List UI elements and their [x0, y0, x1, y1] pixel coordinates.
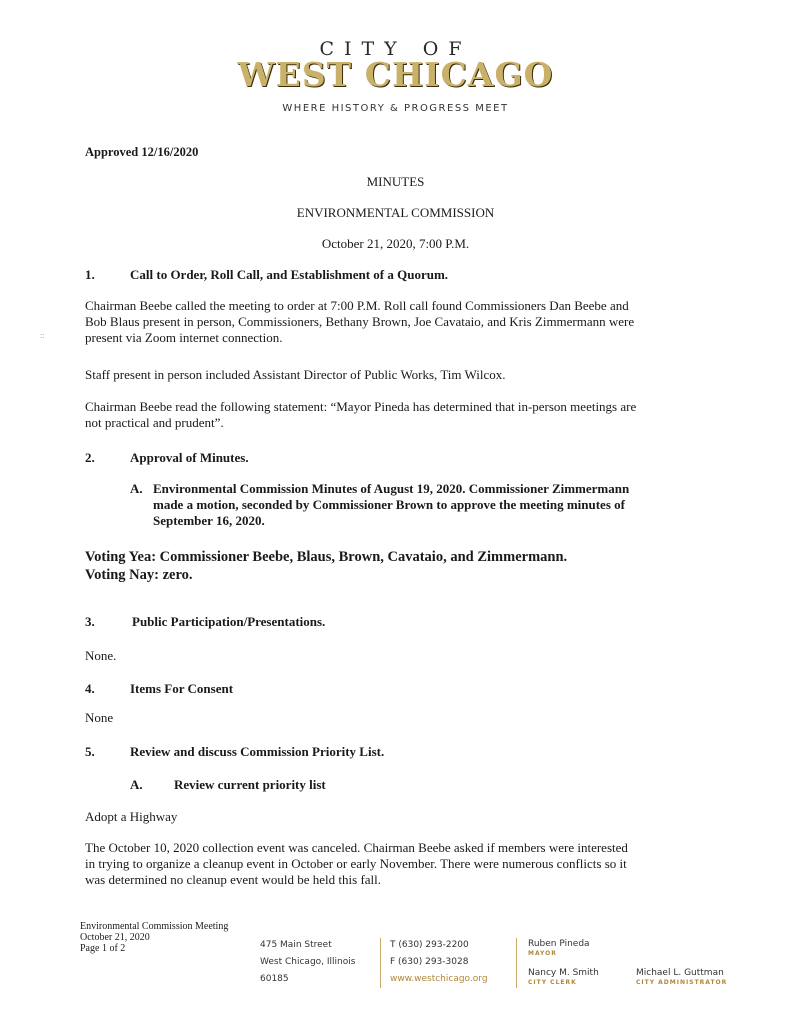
footer-clerk [528, 967, 599, 986]
voting-yea: Voting Yea: Commissioner Beebe, Blaus, Brown, Cavataio, and Zimmermann. [85, 549, 568, 565]
logo-tagline: WHERE HISTORY & PROGRESS MEET [282, 103, 509, 114]
text-line: Bob Blaus present in person, Commissioners, Bethany Brown, Joe Cavataio, and Kris Zimmermann were [85, 314, 635, 329]
section-5a-title: Review current priority list [174, 777, 326, 792]
section-2-title: Approval of Minutes. [130, 450, 249, 465]
website-link[interactable]: www.westchicago.org [390, 974, 488, 984]
footer-divider [380, 938, 381, 988]
footer-administrator [636, 967, 727, 986]
section-2a-label: A. [130, 481, 143, 496]
footer-contact [390, 937, 488, 988]
phone-number: T (630) 293-2200 [390, 940, 469, 950]
logo-city-of: CITY OF [319, 38, 472, 60]
section-5a-label: A. [130, 777, 143, 792]
clerk-name: Nancy M. Smith [528, 968, 599, 978]
footer-address [260, 937, 355, 988]
section-5-body [85, 840, 725, 888]
section-5-title: Review and discuss Commission Priority List. [130, 744, 385, 759]
doc-title-minutes: MINUTES [366, 174, 425, 189]
footer-meeting-info [80, 921, 228, 954]
footer-page-number: Page 1 of 2 [80, 943, 126, 954]
section-1-paragraph-2: Staff present in person included Assistant Director of Public Works, Tim Wilcox. [85, 367, 506, 382]
footer-meeting-date: October 21, 2020 [80, 932, 150, 943]
clerk-title: CITY CLERK [528, 979, 577, 986]
section-1-number: 1. [85, 267, 95, 282]
address-line: 60185 [260, 974, 289, 984]
logo-west-chicago: WEST CHICAGO [237, 55, 554, 94]
section-4-title: Items For Consent [130, 681, 234, 696]
administrator-title: CITY ADMINISTRATOR [636, 979, 728, 986]
section-5-subheading: Adopt a Highway [85, 809, 178, 824]
section-4-number: 4. [85, 681, 95, 696]
section-3-body: None. [85, 648, 117, 663]
section-3-number: 3. [85, 614, 95, 629]
address-line: 475 Main Street [260, 940, 332, 950]
mayor-title: MAYOR [528, 950, 557, 957]
mayor-name: Ruben Pineda [528, 939, 590, 949]
section-2-number: 2. [85, 450, 95, 465]
approved-date: Approved 12/16/2020 [85, 145, 199, 159]
text-line: made a motion, seconded by Commissioner Brown to approve the meeting minutes of [153, 497, 625, 512]
text-line: September 16, 2020. [153, 513, 265, 528]
voting-nay: Voting Nay: zero. [85, 567, 193, 583]
text-line: Environmental Commission Minutes of August 19, 2020. Commissioner Zimmermann [153, 481, 630, 496]
scan-mark: :: [40, 331, 45, 340]
section-4-body: None [85, 710, 114, 725]
text-line: present via Zoom internet connection. [85, 330, 283, 345]
administrator-name: Michael L. Guttman [636, 968, 724, 978]
section-2a-text [153, 481, 713, 529]
text-line: in trying to organize a cleanup event in October or early November. There were numerous conflicts so it [85, 856, 627, 871]
text-line: The October 10, 2020 collection event was canceled. Chairman Beebe asked if members were interested [85, 840, 628, 855]
fax-number: F (630) 293-3028 [390, 957, 469, 967]
text-line: Chairman Beebe read the following statement: “Mayor Pineda has determined that in-person meetings are [85, 399, 637, 414]
doc-title-commission: ENVIRONMENTAL COMMISSION [296, 205, 495, 220]
section-5-number: 5. [85, 744, 95, 759]
text-line: Chairman Beebe called the meeting to order at 7:00 P.M. Roll call found Commissioners Dan Beebe and [85, 298, 629, 313]
address-line: West Chicago, Illinois [260, 957, 356, 967]
section-3-title: Public Participation/Presentations. [132, 614, 326, 629]
section-1-paragraph-3 [85, 399, 705, 431]
footer-divider [516, 938, 517, 988]
section-1-paragraph-1 [85, 298, 705, 346]
footer-mayor [528, 938, 590, 957]
footer-meeting-name: Environmental Commission Meeting [80, 921, 229, 932]
doc-title-date: October 21, 2020, 7:00 P.M. [321, 236, 470, 251]
text-line: not practical and prudent”. [85, 415, 224, 430]
text-line: was determined no cleanup event would be held this fall. [85, 872, 382, 887]
section-1-title: Call to Order, Roll Call, and Establishment of a Quorum. [130, 267, 449, 282]
